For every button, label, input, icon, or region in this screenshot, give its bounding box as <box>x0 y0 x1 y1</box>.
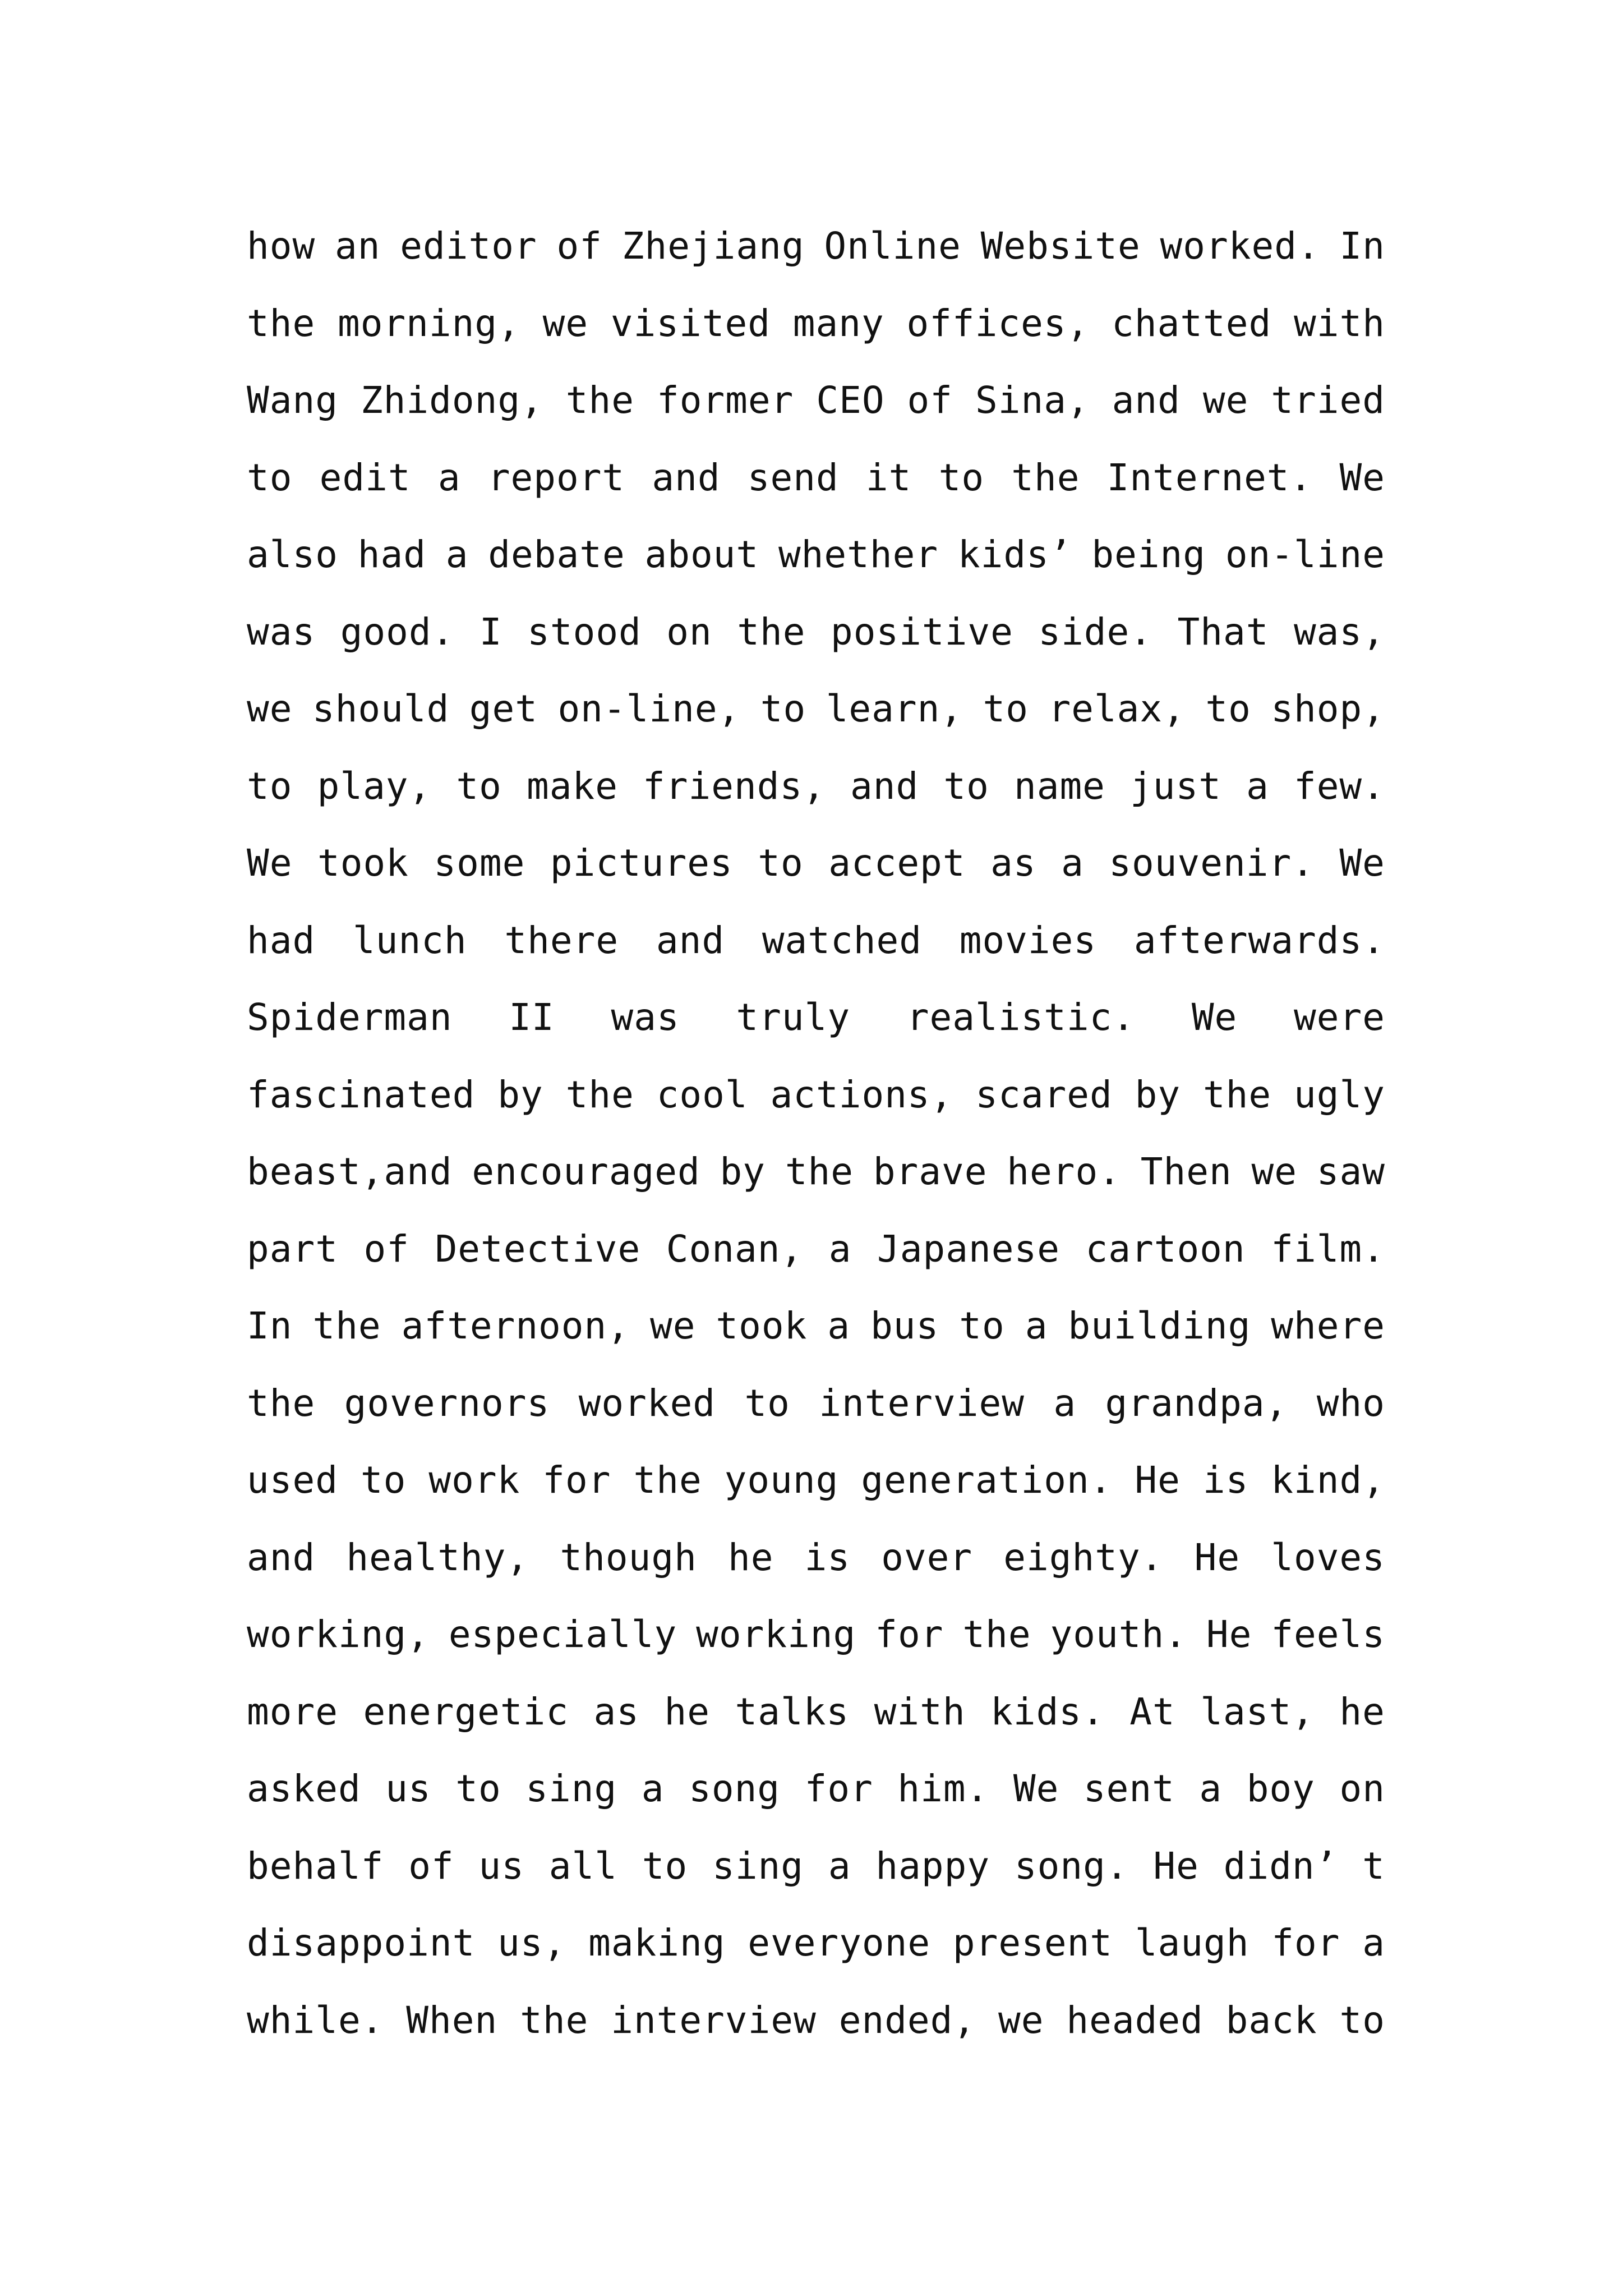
text-word: We <box>1339 841 1385 885</box>
text-word: we <box>542 301 589 345</box>
text-word: learn, <box>826 687 963 731</box>
text-word: whether <box>778 533 939 577</box>
text-word: interview <box>819 1381 1025 1425</box>
text-word: should <box>312 687 450 731</box>
text-word: was <box>611 996 680 1039</box>
text-word: how <box>247 224 316 268</box>
text-word: kids. <box>990 1690 1105 1733</box>
text-word: young <box>724 1458 839 1502</box>
text-line <box>247 1673 1385 1751</box>
text-word: for <box>542 1458 611 1502</box>
text-word: the <box>247 301 316 345</box>
text-word: on <box>1339 1767 1385 1811</box>
text-word: At <box>1129 1690 1175 1733</box>
text-word: to <box>1205 687 1251 731</box>
text-word: and <box>850 764 919 808</box>
text-word: watched <box>762 918 922 962</box>
text-word: Detective <box>435 1227 641 1271</box>
text-word: was <box>247 610 316 654</box>
text-word: Spiderman <box>247 996 453 1039</box>
text-word: of <box>363 1227 409 1271</box>
text-word: to <box>1339 1998 1385 2042</box>
text-word: name <box>1013 764 1105 808</box>
text-word: worked. <box>1160 224 1320 268</box>
text-word: were <box>1293 996 1385 1039</box>
text-line <box>247 439 1385 517</box>
text-word: He <box>1153 1844 1199 1888</box>
text-word: pictures <box>550 841 733 885</box>
text-word: grandpa, <box>1105 1381 1288 1425</box>
text-word: on-line, <box>557 687 741 731</box>
text-word: cartoon <box>1085 1227 1246 1271</box>
text-word: lunch <box>352 918 467 962</box>
text-word: the <box>785 1150 854 1194</box>
text-word: and <box>1112 379 1181 422</box>
text-word: Website <box>980 224 1141 268</box>
text-word: the <box>962 1613 1031 1657</box>
text-line <box>247 1211 1385 1288</box>
text-line <box>247 1596 1385 1673</box>
text-word: of <box>408 1844 454 1888</box>
text-word: asked <box>247 1767 361 1811</box>
text-word: behalf <box>247 1844 384 1888</box>
text-word: him. <box>897 1767 989 1811</box>
text-word: friends, <box>643 764 826 808</box>
text-line <box>247 1442 1385 1519</box>
text-word: the <box>565 1073 634 1116</box>
text-word: souvenir. <box>1109 841 1315 885</box>
text-word: He <box>1135 1458 1181 1502</box>
text-line <box>247 825 1385 902</box>
text-word: a <box>1246 764 1269 808</box>
text-word: on <box>666 610 712 654</box>
text-word: In <box>1339 224 1385 268</box>
text-word: actions, <box>770 1073 953 1116</box>
text-word: energetic <box>363 1690 569 1733</box>
text-word: scared <box>975 1073 1113 1116</box>
text-line <box>247 670 1385 748</box>
text-word: more <box>247 1690 338 1733</box>
text-word: to <box>642 1844 688 1888</box>
text-word: on-line <box>1225 533 1385 577</box>
text-word: stood <box>527 610 642 654</box>
text-word: a <box>828 1227 852 1271</box>
text-word: we <box>247 687 293 731</box>
text-word: Japanese <box>877 1227 1060 1271</box>
text-word: who <box>1316 1381 1385 1425</box>
text-word: film. <box>1271 1227 1385 1271</box>
text-word: present <box>952 1921 1113 1965</box>
text-word: laugh <box>1135 1921 1249 1965</box>
text-word: beast,and <box>247 1150 453 1194</box>
text-word: CEO <box>816 379 885 422</box>
text-word: send <box>747 455 839 499</box>
text-word: We <box>247 841 293 885</box>
text-line <box>247 516 1385 593</box>
text-word: he <box>664 1690 710 1733</box>
text-word: the <box>1011 455 1080 499</box>
text-word: That <box>1177 610 1269 654</box>
text-word: play, <box>317 764 432 808</box>
text-word: working, <box>247 1613 430 1657</box>
text-word: We <box>1339 455 1385 499</box>
text-line <box>247 593 1385 671</box>
text-line <box>247 979 1385 1056</box>
text-word: us, <box>497 1921 566 1965</box>
text-word: cool <box>656 1073 748 1116</box>
text-word: He <box>1194 1535 1241 1579</box>
text-word: of <box>556 224 602 268</box>
text-word: he <box>1339 1690 1385 1733</box>
text-word: by <box>497 1073 543 1116</box>
text-word: good. <box>340 610 455 654</box>
text-word: edit <box>319 455 411 499</box>
text-word: a <box>828 1844 851 1888</box>
text-word: to <box>247 764 293 808</box>
text-word: to <box>247 455 293 499</box>
text-word: movies <box>959 918 1097 962</box>
text-word: eighty. <box>1003 1535 1164 1579</box>
text-word: about <box>644 533 759 577</box>
text-word: feels <box>1271 1613 1385 1657</box>
text-word: healthy, <box>346 1535 529 1579</box>
text-word: afterwards. <box>1133 918 1385 962</box>
text-word: and <box>652 455 721 499</box>
text-word: We <box>1013 1767 1059 1811</box>
text-word: Then <box>1140 1150 1232 1194</box>
text-word: get <box>469 687 538 731</box>
text-word: some <box>434 841 525 885</box>
text-word: by <box>720 1150 766 1194</box>
text-word: as <box>593 1690 640 1733</box>
text-word: over <box>881 1535 973 1579</box>
text-line <box>247 285 1385 362</box>
text-word: side. <box>1038 610 1153 654</box>
text-word: sing <box>712 1844 804 1888</box>
text-word: governors <box>344 1381 550 1425</box>
text-word: a <box>445 533 469 577</box>
text-word: a <box>1199 1767 1223 1811</box>
text-word: a <box>1053 1381 1077 1425</box>
text-word: former <box>656 379 794 422</box>
text-word: as <box>990 841 1036 885</box>
text-word: especially <box>448 1613 677 1657</box>
text-word: loves <box>1271 1535 1385 1579</box>
text-word: headed <box>1066 1998 1204 2042</box>
text-word: make <box>526 764 618 808</box>
text-word: the <box>520 1998 589 2042</box>
text-word: a <box>1362 1921 1385 1965</box>
text-word: talks <box>735 1690 850 1733</box>
text-word: an <box>335 224 381 268</box>
text-word: editor <box>400 224 537 268</box>
text-word: we <box>1251 1150 1297 1194</box>
text-word: to <box>943 764 989 808</box>
text-word: making <box>588 1921 726 1965</box>
text-word: brave <box>873 1150 988 1194</box>
text-word: song <box>689 1767 781 1811</box>
text-word: building <box>1068 1304 1251 1348</box>
text-word: relax, <box>1048 687 1186 731</box>
text-word: few. <box>1293 764 1385 808</box>
text-word: the <box>312 1304 381 1348</box>
text-word: also <box>247 533 338 577</box>
text-word: work <box>428 1458 520 1502</box>
text-word: we <box>649 1304 696 1348</box>
text-word: We <box>1191 996 1238 1039</box>
text-line <box>247 362 1385 439</box>
text-word: to <box>983 687 1029 731</box>
text-line <box>247 1982 1385 2059</box>
text-word: encouraged <box>472 1150 700 1194</box>
text-word: for <box>1271 1921 1340 1965</box>
text-word: to <box>760 687 806 731</box>
body-text <box>247 208 1385 2059</box>
text-word: Zhejiang <box>621 224 805 268</box>
text-line <box>247 208 1385 285</box>
text-word: and <box>247 1535 316 1579</box>
text-word: he <box>727 1535 774 1579</box>
text-word: used <box>247 1458 338 1502</box>
text-word: a <box>827 1304 851 1348</box>
text-word: there <box>504 918 619 962</box>
text-word: disappoint <box>247 1921 476 1965</box>
text-word: In <box>247 1304 293 1348</box>
text-word: debate <box>488 533 625 577</box>
text-word: visited <box>610 301 771 345</box>
text-word: to <box>456 764 502 808</box>
text-word: song. <box>1014 1844 1129 1888</box>
text-line <box>247 1904 1385 1982</box>
text-word: kids’ <box>957 533 1072 577</box>
text-word: youth. <box>1050 1613 1187 1657</box>
text-word: bus <box>870 1304 939 1348</box>
text-line <box>247 748 1385 825</box>
text-word: generation. <box>861 1458 1113 1502</box>
text-word: Internet. <box>1106 455 1313 499</box>
text-word: report <box>487 455 625 499</box>
text-word: fascinated <box>247 1073 476 1116</box>
text-line <box>247 1133 1385 1211</box>
text-word: offices, <box>906 301 1090 345</box>
text-word: hero. <box>1007 1150 1121 1194</box>
text-word: Wang <box>247 379 338 422</box>
text-word: the <box>247 1381 316 1425</box>
text-word: to <box>360 1458 407 1502</box>
text-word: the <box>565 379 634 422</box>
text-word: t <box>1362 1844 1385 1888</box>
text-word: part <box>247 1227 338 1271</box>
text-word: just <box>1130 764 1221 808</box>
text-word: is <box>1202 1458 1249 1502</box>
text-word: with <box>1294 301 1385 345</box>
text-word: working <box>696 1613 856 1657</box>
text-word: positive <box>830 610 1013 654</box>
text-word: we <box>998 1998 1044 2042</box>
text-word: the <box>737 610 806 654</box>
text-word: a <box>1061 841 1084 885</box>
text-word: afternoon, <box>401 1304 630 1348</box>
text-word: II <box>509 996 555 1039</box>
text-word: ugly <box>1294 1073 1385 1116</box>
text-line <box>247 1519 1385 1596</box>
text-word: for <box>804 1767 873 1811</box>
text-word: sent <box>1083 1767 1175 1811</box>
text-word: When <box>406 1998 498 2042</box>
text-line <box>247 1287 1385 1365</box>
text-word: had <box>247 918 316 962</box>
text-word: many <box>792 301 884 345</box>
text-word: with <box>874 1690 966 1733</box>
text-word: kind, <box>1271 1458 1385 1502</box>
text-word: ended, <box>838 1998 976 2042</box>
text-word: back <box>1225 1998 1317 2042</box>
text-word: was, <box>1293 610 1385 654</box>
text-line <box>247 1056 1385 1134</box>
text-word: us <box>385 1767 431 1811</box>
text-word: chatted <box>1112 301 1272 345</box>
text-word: worked <box>578 1381 716 1425</box>
text-word: to <box>455 1767 501 1811</box>
text-word: realistic. <box>906 996 1136 1039</box>
text-word: of <box>907 379 953 422</box>
text-word: interview <box>611 1998 817 2042</box>
text-word: I <box>479 610 502 654</box>
text-line <box>247 1365 1385 1442</box>
text-word: to <box>758 841 804 885</box>
text-word: a <box>641 1767 665 1811</box>
text-word: boy <box>1246 1767 1315 1811</box>
text-word: sing <box>525 1767 617 1811</box>
text-word: had <box>357 533 426 577</box>
text-word: for <box>875 1613 944 1657</box>
text-word: happy <box>875 1844 990 1888</box>
text-word: everyone <box>748 1921 931 1965</box>
text-word: the <box>633 1458 702 1502</box>
text-word: is <box>804 1535 851 1579</box>
text-word: to <box>744 1381 790 1425</box>
text-word: to <box>938 455 985 499</box>
text-word: by <box>1135 1073 1181 1116</box>
text-line <box>247 902 1385 979</box>
text-word: Zhidong, <box>360 379 543 422</box>
text-word: accept <box>828 841 966 885</box>
text-word: all <box>548 1844 617 1888</box>
text-word: while. <box>247 1998 384 2042</box>
text-word: and <box>656 918 725 962</box>
text-word: where <box>1271 1304 1385 1348</box>
text-word: tried <box>1271 379 1385 422</box>
text-word: took <box>716 1304 808 1348</box>
text-word: morning, <box>337 301 520 345</box>
text-word: He <box>1206 1613 1252 1657</box>
text-word: a <box>437 455 461 499</box>
text-word: shop, <box>1271 687 1385 731</box>
text-line <box>247 1828 1385 1905</box>
text-word: took <box>317 841 409 885</box>
text-word: though <box>560 1535 697 1579</box>
text-word: us <box>478 1844 524 1888</box>
text-word: it <box>865 455 912 499</box>
text-line <box>247 1750 1385 1828</box>
text-word: Sina, <box>975 379 1090 422</box>
text-word: Conan, <box>666 1227 804 1271</box>
text-word: the <box>1202 1073 1272 1116</box>
text-word: saw <box>1316 1150 1385 1194</box>
text-word: a <box>1025 1304 1048 1348</box>
text-word: last, <box>1200 1690 1315 1733</box>
text-word: to <box>959 1304 1005 1348</box>
text-word: Online <box>824 224 961 268</box>
text-word: being <box>1091 533 1206 577</box>
text-word: didn’ <box>1223 1844 1338 1888</box>
text-word: we <box>1202 379 1249 422</box>
text-word: truly <box>736 996 851 1039</box>
